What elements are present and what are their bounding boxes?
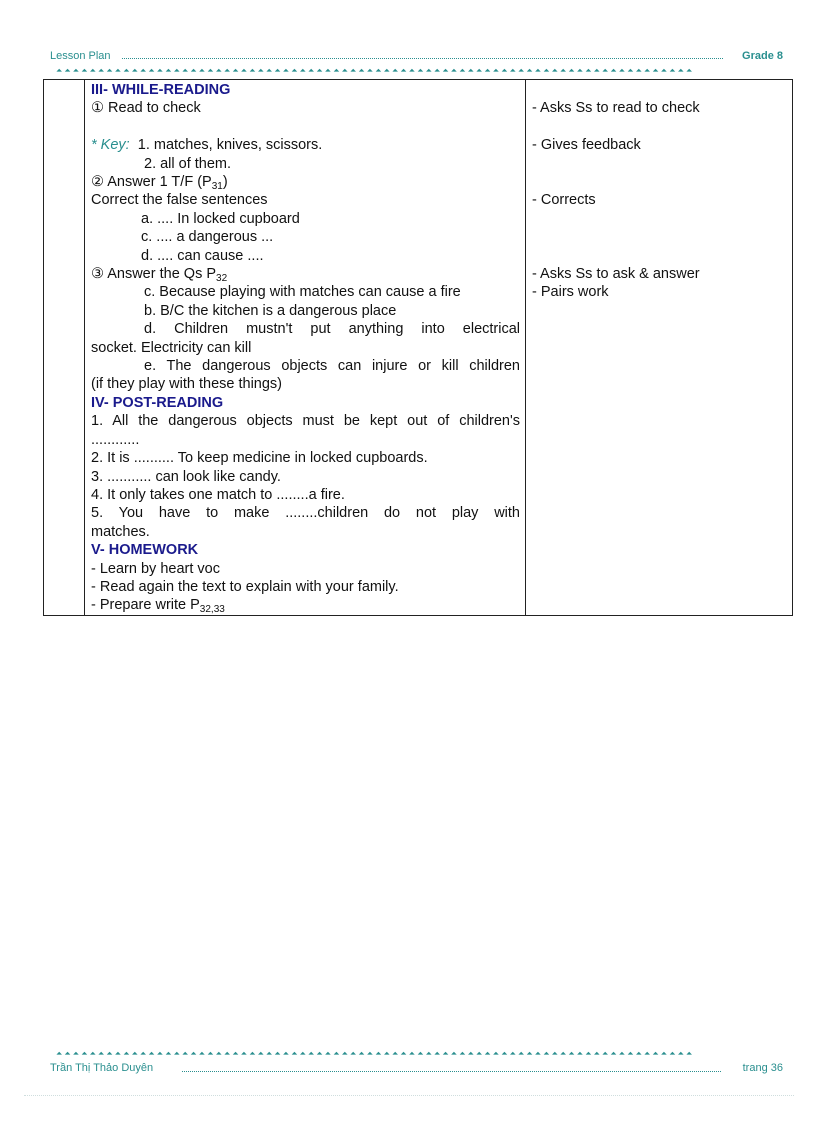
teacher-activity-2: - Gives feedback: [532, 137, 641, 154]
footer-page-number: trang 36: [742, 1062, 783, 1074]
tf-item-c: c. .... a dangerous ...: [141, 229, 274, 246]
homework-item-2: - Read again the text to explain with your family.: [91, 578, 399, 595]
footer-triangle-border: ⏶⏶⏶⏶⏶⏶⏶⏶⏶⏶⏶⏶⏶⏶⏶⏶⏶⏶⏶⏶⏶⏶⏶⏶⏶⏶⏶⏶⏶⏶⏶⏶⏶⏶⏶⏶⏶⏶⏶⏶⏶⏶⏶⏶⏶⏶⏶⏶⏶⏶⏶⏶⏶⏶⏶⏶⏶⏶⏶⏶⏶⏶⏶⏶⏶⏶⏶⏶⏶⏶⏶⏶⏶⏶⏶⏶: [56, 1050, 695, 1058]
section-heading-while-reading: III- WHILE-READING: [91, 82, 231, 98]
teacher-activity-1: - Asks Ss to read to check: [532, 100, 700, 117]
post-sentence-5-end: matches.: [91, 523, 150, 540]
post-sentence-5: 5. You have to make ........children do not play with: [91, 505, 520, 522]
lesson-table: [43, 79, 793, 616]
teacher-activity-column-cell: [526, 80, 793, 616]
post-sentence-2: 2. It is .......... To keep medicine in locked cupboards.: [91, 450, 428, 467]
teacher-activity-3: - Corrects: [532, 192, 596, 209]
answer-d-line-2: socket. Electricity can kill: [91, 339, 252, 356]
post-sentence-4: 4. It only takes one match to ........a fire.: [91, 486, 345, 503]
task-true-false: ② Answer 1 T/F $(P_{31})$: [91, 174, 228, 193]
footer-author: Trần Thị Thảo Duyên: [50, 1062, 154, 1074]
tf-item-a: a. .... In locked cupboard: [141, 210, 300, 227]
section-heading-homework: V- HOMEWORK: [91, 542, 199, 559]
page-footer: [50, 1062, 783, 1076]
task-answer-questions: ③ Answer the Qs $P_{32}$: [91, 266, 228, 285]
header-title: Lesson Plan: [50, 50, 111, 62]
homework-item-1: - Learn by heart voc: [91, 560, 220, 577]
key-line-1: * Key: 1. matches, knives, scissors.: [91, 137, 323, 154]
answer-e-line-2: (if they play with these things): [91, 376, 283, 393]
blank-column-cell: [44, 80, 85, 616]
header-triangle-border: ⏶⏶⏶⏶⏶⏶⏶⏶⏶⏶⏶⏶⏶⏶⏶⏶⏶⏶⏶⏶⏶⏶⏶⏶⏶⏶⏶⏶⏶⏶⏶⏶⏶⏶⏶⏶⏶⏶⏶⏶⏶⏶⏶⏶⏶⏶⏶⏶⏶⏶⏶⏶⏶⏶⏶⏶⏶⏶⏶⏶⏶⏶⏶⏶⏶⏶⏶⏶⏶⏶⏶⏶⏶⏶⏶⏶: [56, 67, 695, 75]
content-column-cell: [85, 80, 526, 616]
page-header: [50, 50, 783, 64]
footer-dotted-line: [182, 1071, 721, 1072]
answer-d-line-1: d. Children mustn't put anything into electrical: [144, 321, 520, 338]
answer-c: c. Because playing with matches can cause a fire: [144, 284, 461, 301]
correct-false-sentences: Correct the false sentences: [91, 192, 268, 209]
answer-e-line-1: e. The dangerous objects can injure or kill children: [144, 358, 520, 375]
task-read-to-check: ① Read to check: [91, 100, 201, 117]
post-sentence-1: 1. All the dangerous objects must be kept out of children's: [91, 413, 520, 430]
post-sentence-3: 3. ........... can look like candy.: [91, 468, 281, 485]
post-sentence-1-blank: ............: [91, 431, 140, 448]
teacher-activity-5: - Pairs work: [532, 284, 609, 301]
key-answer-2: 2. all of them.: [144, 155, 232, 172]
bottom-dotted-line: [24, 1095, 794, 1096]
header-grade: Grade 8: [742, 50, 783, 62]
section-heading-post-reading: IV- POST-READING: [91, 394, 224, 411]
header-dotted-line: [122, 58, 723, 59]
key-label: * Key: [91, 137, 126, 154]
tf-item-d: d. .... can cause ....: [141, 247, 264, 264]
answer-b: b. B/C the kitchen is a dangerous place: [144, 302, 397, 319]
homework-item-3: - Prepare write $P_{32,33}$: [91, 597, 225, 616]
teacher-activity-4: - Asks Ss to ask & answer: [532, 265, 700, 282]
key-answer-1: 1. matches, knives, scissors.: [137, 137, 323, 154]
